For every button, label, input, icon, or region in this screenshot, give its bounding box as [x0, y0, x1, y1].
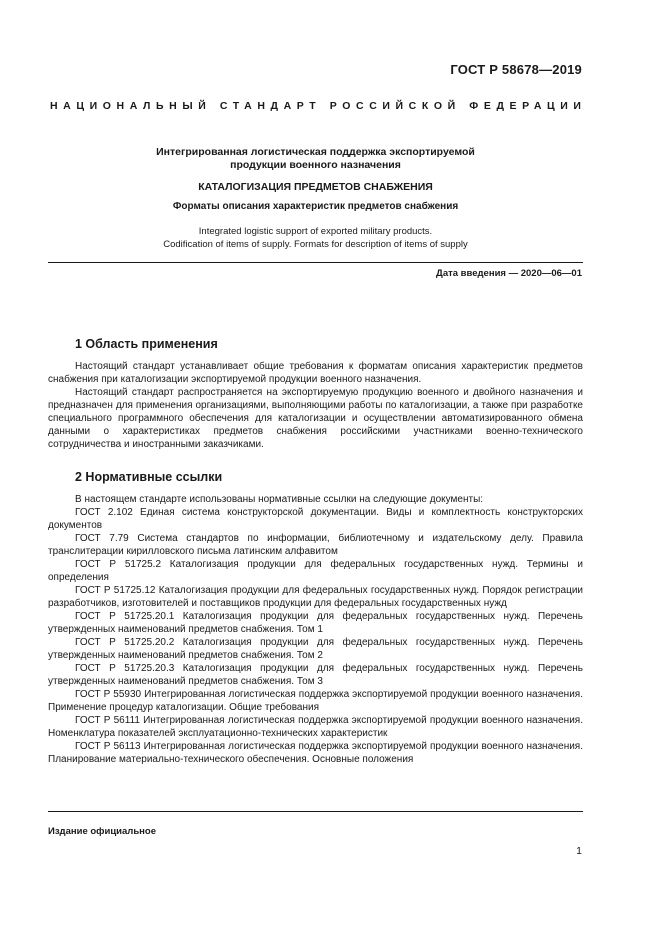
- reference-item: ГОСТ Р 51725.20.1 Каталогизация продукции для федеральных государственных нужд. Перечень утвержденных наименований предметов снабжения. Том 1: [48, 611, 583, 635]
- main-title-line-1: Интегрированная логистическая поддержка экспортируемой: [156, 146, 475, 158]
- section-2-heading: 2 Нормативные ссылки: [75, 470, 223, 484]
- subtitle-2: Форматы описания характеристик предметов снабжения: [172, 201, 459, 212]
- standard-title: НАЦИОНАЛЬНЫЙ СТАНДАРТ РОССИЙСКОЙ ФЕДЕРАЦИИ: [50, 100, 587, 112]
- section-2-paragraph: В настоящем стандарте использованы нормативные ссылки на следующие документы:: [75, 494, 484, 505]
- page-number: 1: [576, 845, 582, 857]
- reference-item: ГОСТ Р 51725.2 Каталогизация продукции для федеральных государственных нужд. Термины и определения: [48, 559, 583, 583]
- reference-item: ГОСТ Р 55930 Интегрированная логистическая поддержка экспортируемой продукции военного назначения. Применение процедур каталогизации. Общие требования: [48, 689, 583, 713]
- section-1-paragraph: Настоящий стандарт распространяется на экспортируемую продукцию военного и двойного назначения и предназначен для применения организациями, выполняющими работы по каталогизации, а также при разработке специального программного обеспечения для каталогизации и осуществлении автоматизированного обмена данными о характеристиках предметов снабжения российскими участниками военно-технического сотрудничества и иностранными заказчиками.: [48, 387, 583, 450]
- title-block: [50, 146, 581, 251]
- section-1-heading: 1 Область применения: [75, 337, 218, 351]
- reference-item: ГОСТ 7.79 Система стандартов по информации, библиотечному и издательскому делу. Правила транслитерации кирилловского письма латинским алфавитом: [48, 533, 583, 557]
- edition-label: Издание официальное: [48, 826, 156, 837]
- reference-item: ГОСТ Р 56111 Интегрированная логистическая поддержка экспортируемой продукции военного назначения. Номенклатура показателей эксплуатационно-технических характеристик: [48, 715, 583, 739]
- english-title: [50, 226, 581, 251]
- document-number: ГОСТ Р 58678—2019: [450, 62, 582, 77]
- reference-item: ГОСТ Р 51725.12 Каталогизация продукции для федеральных государственных нужд. Порядок регистрации разработчиков, изготовителей и поставщиков продукции для федеральных государственных нужд: [48, 585, 583, 609]
- english-title-line-2: Codification of items of supply. Formats for description of items of supply: [163, 238, 468, 250]
- reference-item: ГОСТ Р 56113 Интегрированная логистическая поддержка экспортируемой продукции военного назначения. Планирование материально-технического обеспечения. Основные положения: [48, 741, 583, 765]
- main-title-line-2: продукции военного назначения: [230, 159, 401, 171]
- reference-item: ГОСТ Р 51725.20.3 Каталогизация продукции для федеральных государственных нужд. Перечень утвержденных наименований предметов снабжения. Том 3: [48, 663, 583, 687]
- reference-item: ГОСТ 2.102 Единая система конструкторской документации. Виды и комплектность конструкторских документов: [48, 507, 583, 531]
- introduction-date: Дата введения — 2020—06—01: [436, 268, 582, 279]
- subtitle-1: КАТАЛОГИЗАЦИЯ ПРЕДМЕТОВ СНАБЖЕНИЯ: [198, 181, 433, 193]
- english-title-line-1: Integrated logistic support of exported military products.: [198, 226, 433, 237]
- reference-item: ГОСТ Р 51725.20.2 Каталогизация продукции для федеральных государственных нужд. Перечень утвержденных наименований предметов снабжения. Том 2: [48, 637, 583, 661]
- section-2: [48, 471, 583, 766]
- divider-top: [48, 262, 583, 263]
- main-title: [50, 146, 581, 172]
- divider-bottom: [48, 811, 583, 812]
- section-1: [48, 338, 583, 451]
- section-1-paragraph: Настоящий стандарт устанавливает общие требования к форматам описания характеристик предметов снабжения при каталогизации экспортируемой продукции военного назначения.: [48, 361, 583, 385]
